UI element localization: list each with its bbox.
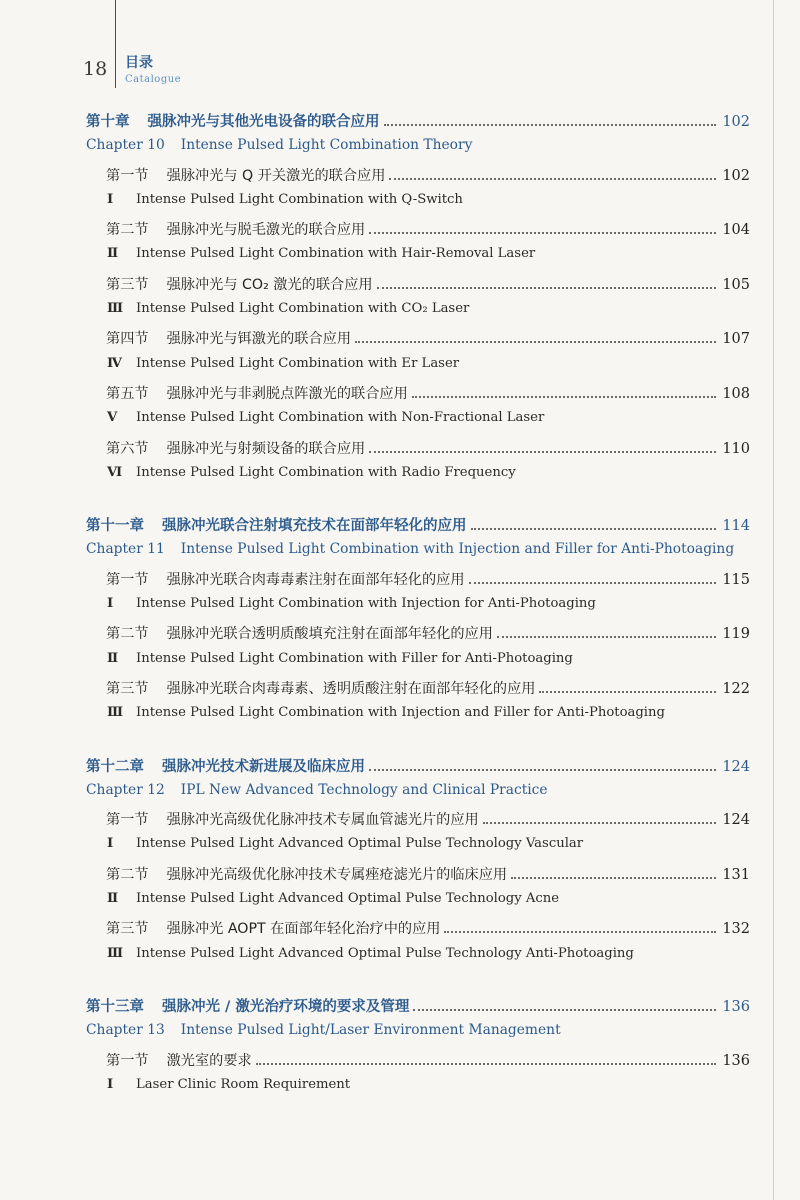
section-title-cn: 强脉冲光与非剥脱点阵激光的联合应用: [166, 385, 408, 402]
section-numeral: Ⅰ: [107, 191, 114, 207]
section-label-cn: 第一节: [106, 812, 149, 829]
section-label-cn: 第二节: [106, 626, 149, 643]
dot-leader: [412, 396, 716, 398]
section-page-number: 136: [722, 1052, 750, 1069]
section-page-number: 107: [722, 331, 750, 348]
chapter-title-en: IPL New Advanced Technology and Clinical Practice: [180, 781, 548, 798]
section-title-en-row: [86, 410, 750, 437]
section-title-en: Intense Pulsed Light Combination with Q-Switch: [136, 191, 463, 207]
section-title-en-row: [86, 596, 750, 623]
section-title-en: Intense Pulsed Light Combination with Injection for Anti-Photoaging: [136, 596, 596, 612]
dot-leader: [413, 1009, 716, 1011]
dot-leader: [511, 877, 716, 879]
section-title-en-row: [86, 356, 750, 383]
dot-leader: [483, 822, 716, 824]
section-title-en: Intense Pulsed Light Combination with Non-Fractional Laser: [136, 410, 545, 426]
section-label-cn: 第三节: [106, 921, 149, 938]
section-numeral: Ⅲ: [107, 301, 124, 317]
section-label-cn: 第一节: [106, 571, 149, 588]
section-label-cn: 第五节: [106, 385, 149, 402]
section-page-number: 122: [722, 680, 750, 697]
chapter-title-row[interactable]: [86, 755, 750, 782]
chapter-block: [86, 110, 750, 492]
dot-leader: [369, 769, 716, 771]
section-numeral: Ⅱ: [107, 891, 119, 907]
section-label-cn: 第三节: [106, 276, 149, 293]
section-label-cn: 第六节: [106, 440, 149, 457]
dot-leader: [377, 287, 716, 289]
catalogue-title-en: Catalogue: [125, 74, 182, 85]
section-title-cn: 强脉冲光联合透明质酸填充注射在面部年轻化的应用: [166, 626, 493, 643]
chapter-title-cn: 强脉冲光联合注射填充技术在面部年轻化的应用: [162, 518, 467, 535]
chapter-block: [86, 514, 750, 732]
chapter-label-en: Chapter 13: [86, 1022, 165, 1039]
section-title-en-row: [86, 301, 750, 328]
section-page-number: 108: [722, 385, 750, 402]
chapter-block: [86, 995, 750, 1104]
dot-leader: [539, 691, 716, 693]
dot-leader: [389, 178, 716, 180]
section-title-row[interactable]: [86, 165, 750, 192]
page-number: 18: [83, 58, 108, 80]
section-title-cn: 强脉冲光与射频设备的联合应用: [166, 440, 366, 457]
section-page-number: 131: [722, 866, 750, 883]
chapter-label-en: Chapter 10: [86, 137, 165, 154]
section-numeral: Ⅰ: [107, 596, 114, 612]
dot-leader: [444, 931, 716, 933]
section-numeral: Ⅲ: [107, 705, 124, 721]
section-label-cn: 第一节: [106, 167, 149, 184]
section-title-row[interactable]: [86, 569, 750, 596]
section-numeral: Ⅱ: [107, 246, 119, 262]
chapter-label-en: Chapter 12: [86, 781, 165, 798]
chapter-block: [86, 755, 750, 973]
section-label-cn: 第二节: [106, 222, 149, 239]
section-title-en: Intense Pulsed Light Combination with Hair-Removal Laser: [136, 246, 536, 262]
section-title-en-row: [86, 465, 750, 492]
chapter-title-en-row: [86, 137, 750, 164]
chapter-page-number: 114: [722, 518, 750, 535]
section-title-row[interactable]: [86, 274, 750, 301]
chapter-title-cn: 强脉冲光与其他光电设备的联合应用: [147, 114, 380, 130]
section-page-number: 124: [722, 812, 750, 829]
chapter-title-row[interactable]: [86, 514, 750, 541]
dot-leader: [469, 582, 716, 584]
section-title-row[interactable]: [86, 623, 750, 650]
section-title-cn: 强脉冲光高级优化脉冲技术专属血管滤光片的应用: [166, 812, 479, 829]
section-title-row[interactable]: [86, 219, 750, 246]
section-title-en: Laser Clinic Room Requirement: [136, 1076, 351, 1092]
section-numeral: Ⅱ: [107, 650, 119, 666]
dot-leader: [369, 451, 716, 453]
chapter-label-en: Chapter 11: [86, 541, 165, 558]
chapter-label-cn: 第十二章: [86, 758, 144, 775]
chapter-title-cn: 强脉冲光技术新进展及临床应用: [162, 758, 365, 775]
section-title-en-row: [86, 891, 750, 918]
section-title-en: Intense Pulsed Light Combination with Injection and Filler for Anti-Photoaging: [136, 705, 665, 721]
chapter-title-en: Intense Pulsed Light Combination Theory: [180, 137, 473, 154]
dot-leader: [256, 1063, 716, 1065]
section-title-en-row: [86, 246, 750, 273]
section-title-en: Intense Pulsed Light Advanced Optimal Pulse Technology Anti-Photoaging: [136, 945, 634, 961]
table-of-contents: [86, 110, 750, 1126]
chapter-label-cn: 第十三章: [86, 998, 144, 1015]
chapter-title-en: Intense Pulsed Light/Laser Environment Management: [180, 1022, 561, 1039]
chapter-page-number: 102: [722, 114, 750, 130]
section-title-cn: 强脉冲光与 Q 开关激光的联合应用: [166, 167, 386, 184]
section-label-cn: 第四节: [106, 331, 149, 348]
section-page-number: 119: [722, 626, 750, 643]
dot-leader: [369, 232, 716, 234]
section-title-en: Intense Pulsed Light Combination with CO₂ Laser: [136, 301, 470, 317]
section-page-number: 110: [722, 440, 750, 457]
dot-leader: [497, 636, 716, 638]
chapter-title-en: Intense Pulsed Light Combination with Injection and Filler for Anti-Photoaging: [180, 541, 735, 558]
section-numeral: Ⅴ: [107, 410, 118, 426]
section-title-en: Intense Pulsed Light Combination with Radio Frequency: [136, 464, 516, 480]
section-title-en-row: [86, 836, 750, 863]
section-title-en: Intense Pulsed Light Advanced Optimal Pulse Technology Acne: [136, 891, 560, 907]
section-numeral: Ⅳ: [107, 355, 122, 371]
dot-leader: [384, 124, 717, 126]
section-title-en-row: [86, 651, 750, 678]
section-title-row[interactable]: [86, 678, 750, 705]
section-title-cn: 强脉冲光联合肉毒毒素注射在面部年轻化的应用: [166, 571, 465, 588]
chapter-title-en-row: [86, 1022, 750, 1049]
dot-leader: [355, 341, 716, 343]
section-title-row[interactable]: [86, 809, 750, 836]
chapter-title-en-row: [86, 541, 750, 568]
section-title-en: Intense Pulsed Light Advanced Optimal Pulse Technology Vascular: [136, 836, 584, 852]
section-title-row[interactable]: [86, 438, 750, 465]
chapter-label-cn: 第十章: [86, 114, 130, 130]
chapter-page-number: 136: [722, 998, 750, 1015]
chapter-label-cn: 第十一章: [86, 518, 144, 535]
section-title-cn: 强脉冲光 AOPT 在面部年轻化治疗中的应用: [166, 921, 441, 938]
section-label-cn: 第二节: [106, 866, 149, 883]
section-title-en-row: [86, 946, 750, 973]
section-numeral: Ⅰ: [107, 836, 114, 852]
section-title-cn: 强脉冲光与 CO₂ 激光的联合应用: [166, 276, 373, 293]
chapter-title-cn: 强脉冲光 / 激光治疗环境的要求及管理: [162, 998, 410, 1015]
section-title-cn: 激光室的要求: [166, 1052, 252, 1069]
section-title-row[interactable]: [86, 1050, 750, 1077]
section-page-number: 104: [722, 222, 750, 239]
section-label-cn: 第一节: [106, 1052, 149, 1069]
section-title-cn: 强脉冲光联合肉毒毒素、透明质酸注射在面部年轻化的应用: [166, 680, 536, 697]
section-numeral: Ⅲ: [107, 945, 124, 961]
section-title-row[interactable]: [86, 918, 750, 945]
section-title-row[interactable]: [86, 864, 750, 891]
dot-leader: [471, 528, 717, 530]
section-page-number: 132: [722, 921, 750, 938]
section-title-en: Intense Pulsed Light Combination with Filler for Anti-Photoaging: [136, 650, 573, 666]
section-title-cn: 强脉冲光高级优化脉冲技术专属痤疮滤光片的临床应用: [166, 866, 508, 883]
section-title-en-row: [86, 192, 750, 219]
section-numeral: Ⅰ: [107, 1076, 114, 1092]
section-title-row[interactable]: [86, 328, 750, 355]
section-numeral: Ⅵ: [107, 464, 123, 480]
section-page-number: 105: [722, 276, 750, 293]
chapter-title-en-row: [86, 782, 750, 809]
page-edge-line: [773, 0, 774, 1200]
section-title-en: Intense Pulsed Light Combination with Er Laser: [136, 355, 460, 371]
header-divider: [115, 0, 116, 88]
chapter-title-row[interactable]: [86, 995, 750, 1022]
chapter-page-number: 124: [722, 758, 750, 775]
section-page-number: 102: [722, 167, 750, 184]
chapter-title-row[interactable]: [86, 110, 750, 137]
section-title-en-row: [86, 1077, 750, 1104]
section-title-cn: 强脉冲光与铒激光的联合应用: [166, 331, 352, 348]
section-title-row[interactable]: [86, 383, 750, 410]
section-page-number: 115: [722, 571, 750, 588]
section-label-cn: 第三节: [106, 680, 149, 697]
catalogue-title-cn: 目录: [125, 55, 153, 71]
section-title-cn: 强脉冲光与脱毛激光的联合应用: [166, 222, 366, 239]
section-title-en-row: [86, 705, 750, 732]
